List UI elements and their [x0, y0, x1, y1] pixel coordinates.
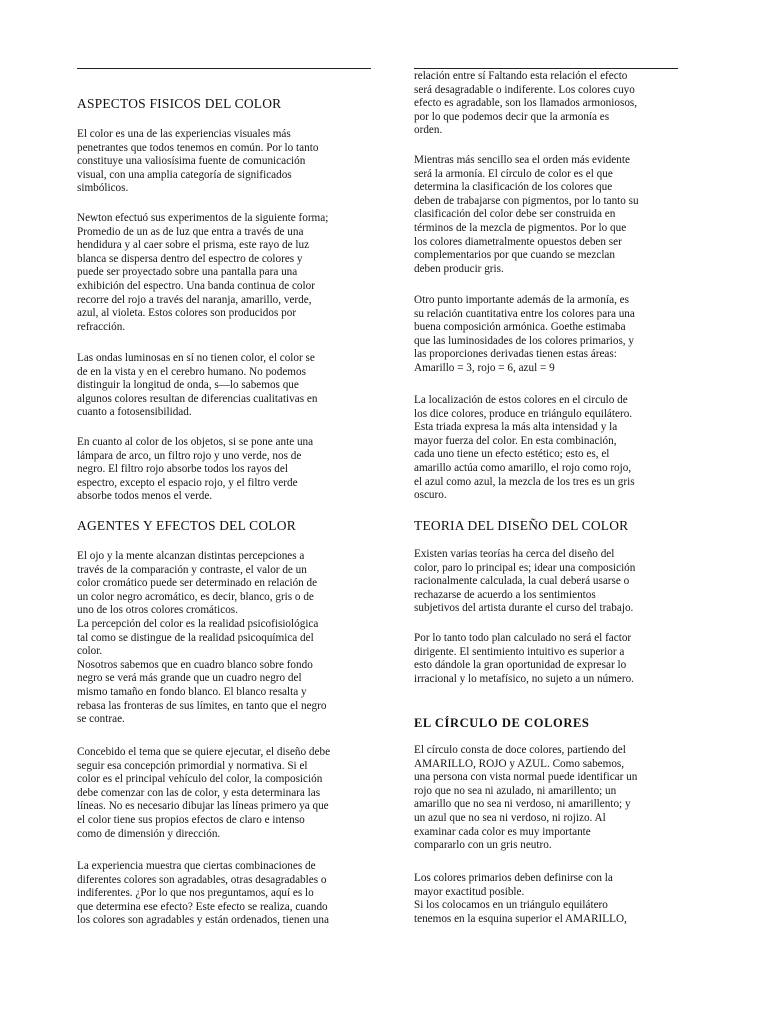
paragraph: Los colores primarios deben definirse con la mayor exactitud posible. Si los colocamos en un triángulo equilátero tenemos en la esquina superior el AMARILLO, — [414, 872, 627, 925]
heading-teoria-diseno: TEORIA DEL DISEÑO DEL COLOR — [414, 518, 629, 533]
paragraph: El color es una de las experiencias visuales más penetrantes que todos tenemos en común. Por lo tanto constituye una valiosísima fuente de comunicación visual, con una amplia categoría de significados simbólicos. — [77, 128, 319, 195]
paragraph: relación entre sí Faltando esta relación el efecto será desagradable o indiferente. Los colores cuyo efecto es agradable, son los llamados armoniosos, por lo que podemos decir que la armonía es orden. — [414, 70, 638, 137]
paragraph: Otro punto importante además de la armonía, es su relación cuantitativa entre los colores para una buena composición armónica. Goethe estimaba que las luminosidades de los colores primarios, y las proporciones derivadas tienen estas áreas: Amarillo = 3, rojo = 6, azul = 9 — [414, 294, 635, 374]
paragraph: El ojo y la mente alcanzan distintas percepciones a través de la comparación y contraste, el valor de un color cromático puede ser determinado en relación de un color negro acromático, es decir, blanco, gris o de uno de los otros colores cromáticos. La percepción del color es la realidad psicofisiológica tal como se distingue de la realidad psicoquímica del color. Nosotros sabemos que en cuadro blanco sobre fondo negro se verá más grande que un cuadro negro del mismo tamaño en fondo blanco. El blanco resalta y rebasa las fronteras de sus límites, en tanto que el negro se contrae. — [77, 550, 327, 726]
paragraph: Las ondas luminosas en sí no tienen color, el color se de en la vista y en el cerebro humano. No podemos distinguir la longitud de onda, s—lo sabemos que algunos colores resultan de diferencias cualitativas en cuanto a fotosensibilidad. — [77, 352, 318, 419]
paragraph: La experiencia muestra que ciertas combinaciones de diferentes colores son agradables, otras desagradables o indiferentes. ¿Por lo que nos preguntamos, aquí es lo que determina ese efecto? Este efecto se realiza, cuando los colores son agradables y están ordenados, tienen una — [77, 860, 329, 927]
paragraph: Mientras más sencillo sea el orden más evidente será la armonía. El círculo de color es el que determina la clasificación de los colores que deben de trabajarse con pigmentos, por lo tanto su clasificación del color debe ser construida en términos de la mezcla de pigmentos. Por lo que los colores diametralmente opuestos deben ser complementarios por que cuando se mezclan deben producir gris. — [414, 154, 639, 275]
paragraph: El círculo consta de doce colores, partiendo del AMARILLO, ROJO y AZUL. Como sabemos, una persona con vista normal puede identificar un rojo que no sea ni azulado, ni amarillento; un amarillo que no sea ni verdoso, ni amarillento; y un azul que no sea ni verdoso, ni rojizo. Al examinar cada color es muy importante compararlo con un gris neutro. — [414, 744, 638, 852]
paragraph: La localización de estos colores en el circulo de los dice colores, produce en triángulo equilátero. Esta triada expresa la más alta intensidad y la mayor fuerza del color. En esta combinación, cada uno tiene un efecto estético; esto es, el amarillo actúa como amarillo, el rojo como rojo, el azul como azul, la mezcla de los tres es un gris oscuro. — [414, 394, 635, 502]
top-rule — [77, 68, 371, 69]
paragraph: Existen varias teorías ha cerca del diseño del color, paro lo principal es; idear una composición racionalmente calculada, la cual deberá usarse o rechazarse de acuerdo a los sentimientos subjetivos del artista durante el curso del trabajo. — [414, 548, 636, 615]
heading-aspectos-fisicos: ASPECTOS FISICOS DEL COLOR — [77, 96, 282, 111]
heading-circulo-colores: EL CÍRCULO DE COLORES — [414, 716, 590, 730]
heading-agentes-efectos: AGENTES Y EFECTOS DEL COLOR — [77, 518, 296, 533]
top-rule — [414, 68, 678, 69]
paragraph: Por lo tanto todo plan calculado no será el factor dirigente. El sentimiento intuitivo es superior a esto dándole la gran oportunidad de expresar lo irracional y lo metafísico, no sujeto a un número. — [414, 632, 634, 685]
paragraph: Newton efectuó sus experimentos de la siguiente forma; Promedio de un as de luz que entra a través de una hendidura y al caer sobre el prisma, este rayo de luz blanca se dispersa dentro del espectro de colores y puede ser proyectado sobre una pantalla para una exhibición del espectro. Una banda continua de color recorre del rojo a través del naranja, amarillo, verde, azul, al violeta. Estos colores son producidos por refracción. — [77, 212, 329, 333]
paragraph: Concebido el tema que se quiere ejecutar, el diseño debe seguir esa concepción primordial y normativa. Si el color es el principal vehículo del color, la composición debe comenzar con las de color, y esta determinara las líneas. No es necesario dibujar las líneas primero ya que el color tiene sus propios efectos de claro e intenso como de dimensión y dirección. — [77, 746, 331, 840]
paragraph: En cuanto al color de los objetos, si se pone ante una lámpara de arco, un filtro rojo y uno verde, nos de negro. El filtro rojo absorbe todos los rayos del espectro, excepto el espacio rojo, y el filtro verde absorbe todos menos el verde. — [77, 436, 314, 503]
